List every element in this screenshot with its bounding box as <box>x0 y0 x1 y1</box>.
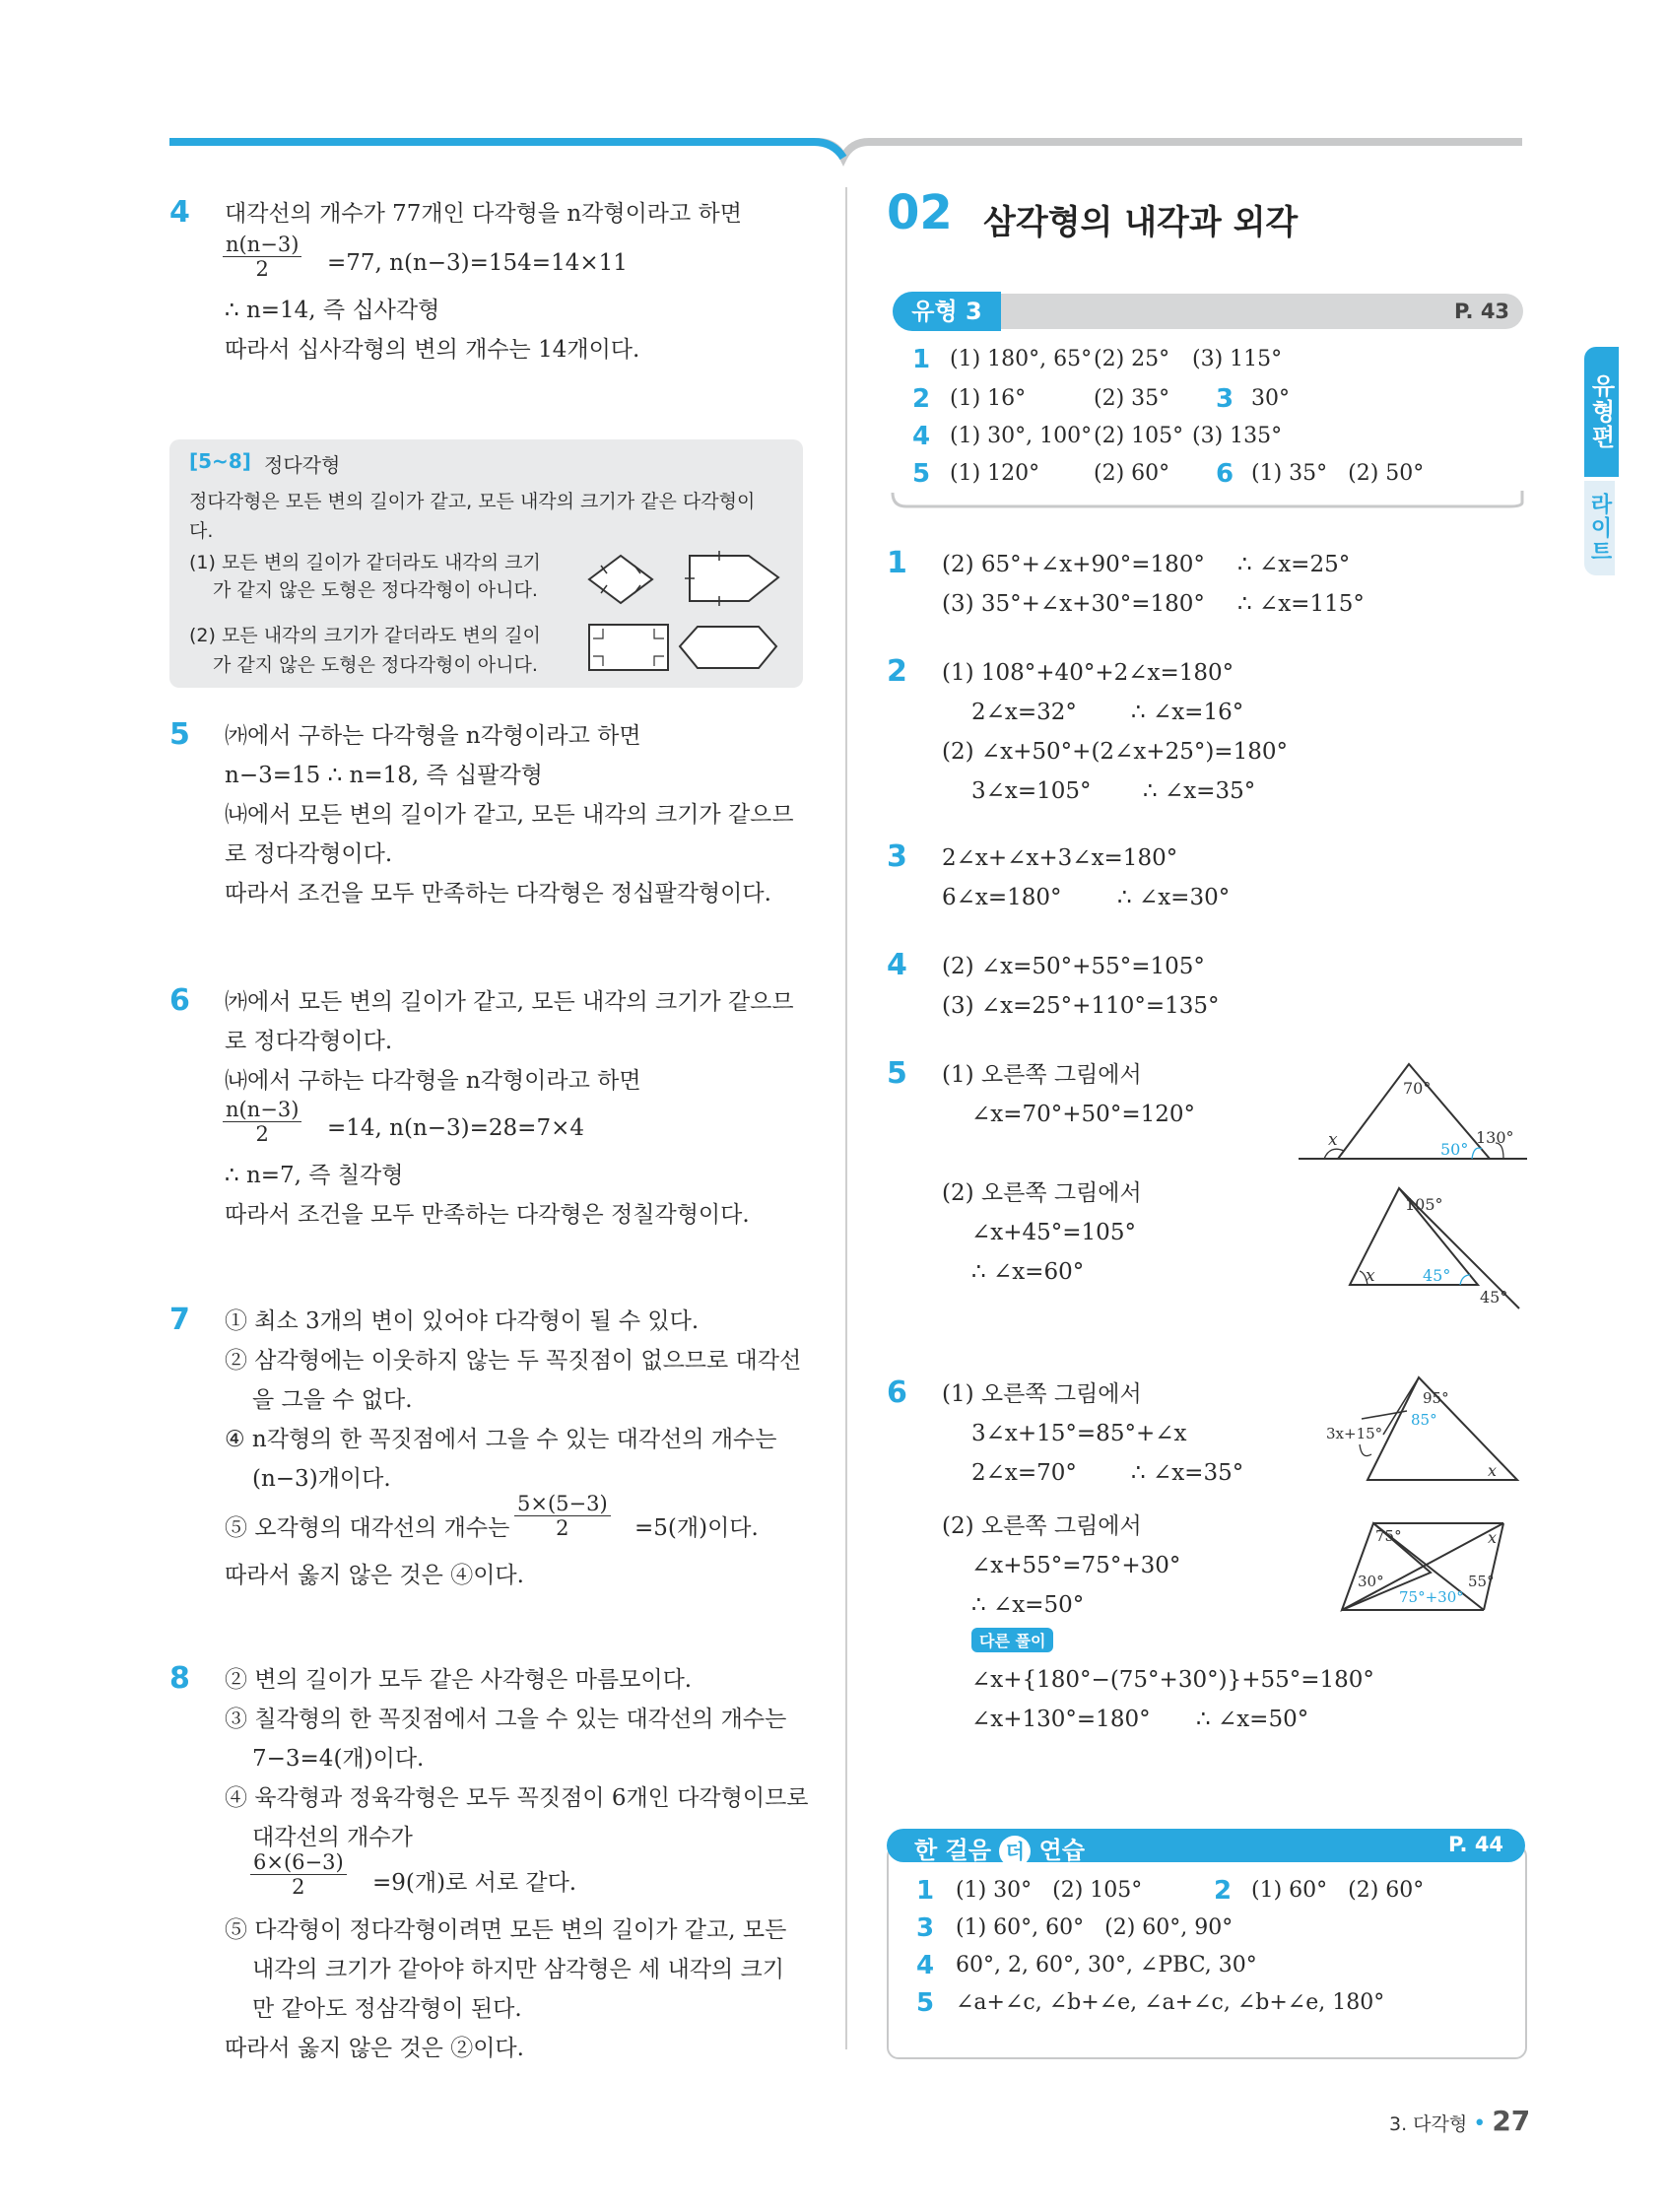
note-title: 정다각형 <box>264 453 341 477</box>
text-line: =9(개)로 서로 같다. <box>372 1870 577 1896</box>
text-line: (2) 65°+∠x+90°=180° <box>942 552 1205 577</box>
triangle-figure <box>1332 1178 1529 1316</box>
answer-number: 5 <box>912 459 931 489</box>
fraction: $\frac{n(n-3)}{2}$ <box>223 233 301 281</box>
text-line: (3) 35°+∠x+30°=180° <box>942 591 1205 617</box>
text-line: ㈏에서 모든 변의 길이가 같고, 모든 내각의 크기가 같으므 <box>225 802 794 828</box>
practice-page: P. 44 <box>1448 1833 1504 1856</box>
answer-text: (2) 60° <box>1094 461 1170 486</box>
answer-text: (1) 60° (2) 60° <box>1251 1878 1425 1903</box>
fig-label: x <box>1488 1528 1498 1547</box>
fraction: $\frac{n(n-3)}{2}$ <box>223 1098 301 1146</box>
side-tab-bottom: 라이트 <box>1584 481 1615 575</box>
text-line: ∴ ∠x=50° <box>1196 1707 1309 1732</box>
problem-number: 3 <box>887 839 907 874</box>
practice-label: 한 걸음 더 연습 <box>914 1831 1085 1867</box>
answer-number: 2 <box>1214 1876 1233 1906</box>
answer-text: (1) 180°, 65° <box>950 347 1093 371</box>
type-page: P. 43 <box>1454 300 1510 323</box>
text-line: ∴ ∠x=16° <box>1131 700 1244 725</box>
note-title-tag: [5~8] <box>189 449 251 473</box>
text-line: ∠x+{180°−(75°+30°)}+55°=180° <box>971 1667 1374 1693</box>
text-line: 로 정다각형이다. <box>225 1029 393 1054</box>
text-line: ③ 칠각형의 한 꼭짓점에서 그을 수 있는 대각선의 개수는 <box>225 1707 787 1732</box>
answer-text: (3) 115° <box>1192 347 1283 371</box>
problem-number: 6 <box>169 983 190 1018</box>
answer-number: 1 <box>912 345 931 374</box>
text-line: (2) ∠x+50°+(2∠x+25°)=180° <box>942 739 1288 765</box>
text-line: 3∠x=105° <box>971 778 1092 804</box>
answer-text: (1) 120° <box>950 461 1040 486</box>
text-line: ④ n각형의 한 꼭짓점에서 그을 수 있는 대각선의 개수는 <box>225 1427 777 1452</box>
text-line: ④ 육각형과 정육각형은 모두 꼭짓점이 6개인 다각형이므로 <box>225 1785 809 1811</box>
fig-label: 45° <box>1480 1288 1508 1307</box>
text-line: (2) 오른쪽 그림에서 <box>942 1513 1142 1539</box>
text-line: (1) 오른쪽 그림에서 <box>942 1381 1142 1407</box>
problem-number: 1 <box>887 546 907 580</box>
answer-text: ∠a+∠c, ∠b+∠e, ∠a+∠c, ∠b+∠e, 180° <box>956 1990 1385 2015</box>
note-text: (1) 모든 변의 길이가 같더라도 내각의 크기 <box>189 552 541 573</box>
text-line: 따라서 조건을 모두 만족하는 다각형은 정십팔각형이다. <box>225 881 771 906</box>
text-line: (3) ∠x=25°+110°=135° <box>942 993 1220 1019</box>
note-text: 정다각형은 모든 변의 길이가 같고, 모든 내각의 크기가 같은 다각형이 <box>189 491 756 512</box>
text-line: (n−3)개이다. <box>252 1466 391 1492</box>
text-line: ① 최소 3개의 변이 있어야 다각형이 될 수 있다. <box>225 1308 700 1334</box>
fig-label: 105° <box>1405 1195 1443 1214</box>
header-bars <box>0 0 1668 177</box>
problem-number: 4 <box>887 948 907 982</box>
text-line: 로 정다각형이다. <box>225 841 393 867</box>
text-line: ∠x+55°=75°+30° <box>971 1553 1181 1578</box>
text-line: ∴ ∠x=35° <box>1143 778 1256 804</box>
bowtie-figure <box>1336 1508 1533 1618</box>
answer-text: 30° <box>1251 386 1290 411</box>
text-line: 대각선의 개수가 <box>252 1825 413 1850</box>
note-text: 가 같지 않은 도형은 정다각형이 아니다. <box>213 654 538 676</box>
text-line: 2∠x=32° <box>971 700 1077 725</box>
problem-number: 2 <box>887 654 907 689</box>
fig-label: x <box>1366 1266 1375 1286</box>
text-line: ② 삼각형에는 이웃하지 않는 두 꼭짓점이 없으므로 대각선 <box>225 1348 802 1374</box>
fig-label: 3x+15° <box>1326 1425 1383 1442</box>
answer-text: (1) 16° <box>950 386 1027 411</box>
fig-label: 130° <box>1476 1128 1514 1147</box>
fraction: $\frac{5\times(5-3)}{2}$ <box>514 1492 611 1540</box>
text-line: ∴ ∠x=25° <box>1237 552 1351 577</box>
answer-text: (2) 25° <box>1094 347 1170 371</box>
text-line: ∴ n=14, 즉 십사각형 <box>225 298 440 323</box>
answer-text: (2) 35° <box>1094 386 1170 411</box>
note-text: 다. <box>189 520 214 542</box>
triangle-figure <box>1320 1370 1527 1488</box>
answer-number: 3 <box>1216 384 1234 414</box>
text-line: ∴ n=7, 즉 칠각형 <box>225 1163 404 1188</box>
side-tab-top: 유형편 <box>1584 347 1619 477</box>
answer-text: (1) 30° (2) 105° <box>956 1878 1143 1903</box>
text-line: 만 같아도 정삼각형이 된다. <box>252 1996 522 2022</box>
text-line: 따라서 조건을 모두 만족하는 다각형은 정칠각형이다. <box>225 1202 750 1228</box>
answer-number: 4 <box>912 422 931 451</box>
answer-text: (3) 135° <box>1192 424 1283 448</box>
text-line: ∴ ∠x=30° <box>1117 885 1231 910</box>
text-line: ㈎에서 모든 변의 길이가 같고, 모든 내각의 크기가 같으므 <box>225 989 794 1015</box>
text-line: ∴ ∠x=60° <box>971 1259 1085 1285</box>
text-line: 2∠x=70° <box>971 1460 1077 1486</box>
answer-number: 2 <box>912 384 931 414</box>
note-text: (2) 모든 내각의 크기가 같더라도 변의 길이 <box>189 625 541 646</box>
answer-number: 4 <box>916 1951 935 1980</box>
text-line: n−3=15 ∴ n=18, 즉 십팔각형 <box>225 763 543 788</box>
text-line: (1) 108°+40°+2∠x=180° <box>942 660 1234 686</box>
footer-bullet: • <box>1473 2111 1487 2136</box>
text-line: ㈎에서 구하는 다각형을 n각형이라고 하면 <box>225 723 641 749</box>
fig-label: 75°+30° <box>1399 1588 1464 1606</box>
text-line: (1) 오른쪽 그림에서 <box>942 1062 1142 1088</box>
text-line: ∠x+130°=180° <box>971 1707 1151 1732</box>
alt-solution-badge: 다른 풀이 <box>971 1628 1053 1652</box>
text-line: 따라서 옳지 않은 것은 ②이다. <box>225 2036 524 2061</box>
text-line: ② 변의 길이가 모두 같은 사각형은 마름모이다. <box>225 1667 693 1693</box>
problem-number: 4 <box>169 195 190 230</box>
text-line: (2) ∠x=50°+55°=105° <box>942 954 1205 979</box>
answer-text: (1) 35° (2) 50° <box>1251 461 1425 486</box>
fig-label: 45° <box>1423 1266 1451 1285</box>
problem-number: 5 <box>169 717 190 752</box>
answer-number: 3 <box>916 1913 935 1943</box>
answer-number: 1 <box>916 1876 935 1906</box>
text-line: =77, n(n−3)=154=14×11 <box>327 250 628 276</box>
problem-number: 7 <box>169 1303 190 1337</box>
fig-label: 75° <box>1375 1527 1402 1545</box>
footer <box>1389 2105 1530 2137</box>
text-line: =14, n(n−3)=28=7×4 <box>327 1115 584 1141</box>
answer-number: 6 <box>1216 459 1234 489</box>
fig-label: x <box>1488 1461 1498 1480</box>
text-line: 따라서 십사각형의 변의 개수는 14개이다. <box>225 337 640 363</box>
text-line: (2) 오른쪽 그림에서 <box>942 1180 1142 1206</box>
answer-text: (1) 60°, 60° (2) 60°, 90° <box>956 1915 1234 1940</box>
text-line: ∠x=70°+50°=120° <box>971 1102 1195 1127</box>
section-number: 02 <box>887 185 953 240</box>
fig-label: 30° <box>1358 1573 1384 1590</box>
note-text: 가 같지 않은 도형은 정다각형이 아니다. <box>213 579 538 601</box>
text-line: 따라서 옳지 않은 것은 ④이다. <box>225 1563 524 1588</box>
answer-text: 60°, 2, 60°, 30°, ∠PBC, 30° <box>956 1953 1257 1977</box>
text-line: 2∠x+∠x+3∠x=180° <box>942 845 1178 871</box>
text-line: 6∠x=180° <box>942 885 1062 910</box>
text-line: ∴ ∠x=35° <box>1131 1460 1244 1486</box>
problem-number: 6 <box>887 1375 907 1410</box>
answer-number: 5 <box>916 1988 935 2018</box>
column-divider <box>845 187 847 2049</box>
problem-number: 5 <box>887 1056 907 1091</box>
text-line: ∴ ∠x=115° <box>1237 591 1365 617</box>
polygon-figures <box>581 548 788 676</box>
text-line: ⑤ 다각형이 정다각형이려면 모든 변의 길이가 같고, 모든 <box>225 1917 787 1943</box>
text-line: 7−3=4(개)이다. <box>252 1746 425 1772</box>
text-line: ∴ ∠x=50° <box>971 1592 1085 1618</box>
problem-number: 8 <box>169 1661 190 1696</box>
text-line: ㈏에서 구하는 다각형을 n각형이라고 하면 <box>225 1068 641 1094</box>
text-line: =5(개)이다. <box>634 1515 759 1541</box>
fig-label: 55° <box>1468 1573 1495 1590</box>
text-line: 내각의 크기가 같아야 하지만 삼각형은 세 내각의 크기 <box>252 1957 784 1982</box>
text-line: 대각선의 개수가 77개인 다각형을 n각형이라고 하면 <box>225 201 742 227</box>
fig-label: x <box>1328 1130 1338 1150</box>
practice-box <box>887 1844 1527 2059</box>
fraction: $\frac{6\times(6-3)}{2}$ <box>250 1850 347 1899</box>
fig-label: 70° <box>1403 1079 1432 1098</box>
footer-chapter: 3. 다각형 <box>1389 2113 1468 2135</box>
text-line: ∠x+45°=105° <box>971 1220 1136 1245</box>
triangle-figure <box>1299 1054 1535 1165</box>
fig-label: 50° <box>1440 1140 1469 1159</box>
answer-text: (1) 30°, 100° <box>950 424 1093 448</box>
answer-text: (2) 105° <box>1094 424 1184 448</box>
text-line: ⑤ 오각형의 대각선의 개수는 <box>225 1515 510 1541</box>
fig-label: 85° <box>1411 1411 1437 1429</box>
page-number: 27 <box>1492 2105 1531 2137</box>
fig-label: 95° <box>1423 1389 1449 1407</box>
text-line: 을 그을 수 없다. <box>252 1387 413 1413</box>
text-line: 3∠x+15°=85°+∠x <box>971 1421 1187 1446</box>
side-tab[interactable] <box>1584 347 1643 573</box>
type-label: 유형 3 <box>893 292 1001 331</box>
section-title: 삼각형의 내각과 외각 <box>983 203 1299 242</box>
